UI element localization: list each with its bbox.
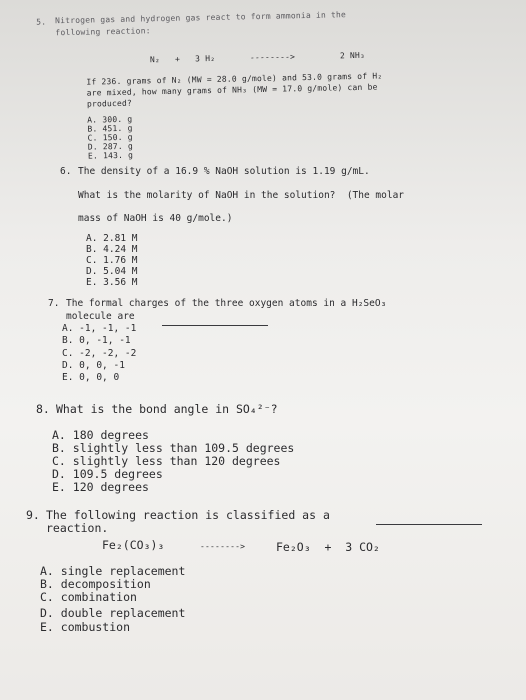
question-5-equation-arrow: --------> [249,52,296,63]
question-9-option-e: E. combustion [40,620,131,634]
question-6-option-d: D. 5.04 M [86,266,138,277]
question-5-stem-2: are mixed, how many grams of NH₃ (MW = 17.0 g/mole) can be [86,82,378,98]
question-9-option-d: D. double replacement [40,606,186,620]
question-6-option-a: A. 2.81 M [86,233,138,244]
question-5-option-a: A. 300. g [87,114,133,125]
question-9-equation-arrow: --------> [200,542,246,551]
question-5-number: 5. [36,17,47,27]
question-7-line-1: The formal charges of the three oxygen atoms in a H₂SeO₃ [66,298,387,309]
question-5-equation-left: N₂ + 3 H₂ [149,53,216,65]
question-7-number: 7. [48,298,60,309]
question-5-option-e: E. 143. g [87,150,134,161]
question-6-line-2: What is the molarity of NaOH in the solution? (The molar [78,190,405,201]
question-8-option-c: C. slightly less than 120 degrees [52,454,281,468]
question-8-option-d: D. 109.5 degrees [52,467,163,481]
question-8-option-b: B. slightly less than 109.5 degrees [52,441,295,455]
question-9-number: 9. [26,508,40,522]
question-8-option-e: E. 120 degrees [52,480,149,494]
question-5-stem-1: If 236. grams of N₂ (MW = 28.0 g/mole) and 53.0 grams of H₂ [86,71,383,87]
question-8-number: 8. [36,402,50,416]
question-5-equation-right: 2 NH₃ [339,50,366,61]
question-7-option-a: A. -1, -1, -1 [62,323,137,334]
question-9-option-a: A. single replacement [40,564,186,578]
question-9-line-1: The following reaction is classified as a [46,508,330,522]
question-9-option-c: C. combination [40,590,137,604]
question-9-answer-blank [376,524,482,525]
question-9-option-b: B. decomposition [40,577,151,591]
question-6-option-e: E. 3.56 M [86,277,138,288]
question-5-line-2: following reaction: [55,26,151,38]
question-7-option-e: E. 0, 0, 0 [62,372,120,383]
question-6-number: 6. [60,166,72,177]
question-8-option-a: A. 180 degrees [52,428,149,442]
question-5-option-b: B. 451. g [87,123,133,134]
question-6-line-3: mass of NaOH is 40 g/mole.) [78,213,233,224]
question-7-line-2: molecule are [66,311,135,322]
question-7-option-d: D. 0, 0, -1 [62,360,125,371]
question-8-line-1: What is the bond angle in SO₄²⁻? [56,402,278,416]
question-7-option-b: B. 0, -1, -1 [62,335,131,346]
question-9-line-2: reaction. [46,521,109,535]
question-6-option-c: C. 1.76 M [86,255,138,266]
question-5-option-c: C. 150. g [87,132,133,143]
question-7-option-c: C. -2, -2, -2 [62,348,137,359]
question-5-line-1: Nitrogen gas and hydrogen gas react to form ammonia in the [55,10,347,26]
question-9-equation-left: Fe₂(CO₃)₃ [102,538,165,552]
question-5-option-d: D. 287. g [87,141,134,152]
question-6-option-b: B. 4.24 M [86,244,138,255]
question-9-equation-right: Fe₂O₃ + 3 CO₂ [276,540,380,554]
question-5-stem-3: produced? [86,98,133,109]
question-6-line-1: The density of a 16.9 % NaOH solution is 1.19 g/mL. [78,166,370,177]
